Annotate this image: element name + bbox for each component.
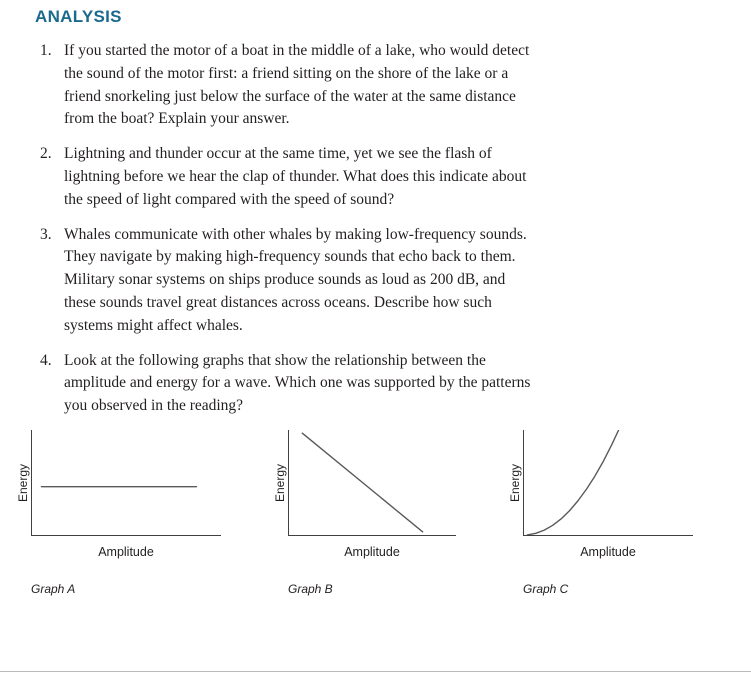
figure-graph-a: [14, 430, 221, 596]
question-item: [40, 224, 532, 338]
question-number: 4.: [40, 351, 52, 369]
page-title: ANALYSIS: [35, 7, 122, 26]
y-axis-label: Energy: [507, 463, 522, 502]
question-number: 3.: [40, 225, 52, 243]
plot-area: [288, 430, 456, 536]
question-text: Look at the following graphs that show the relationship between the amplitude and energy for a wave. Which one was supported by the patterns you observed in the reading?: [64, 351, 531, 415]
plot-area: [31, 430, 221, 536]
analysis-page: [0, 7, 751, 681]
line-chart-graph-c: [524, 430, 693, 535]
x-axis-label: Amplitude: [580, 544, 636, 559]
plot-area: [523, 430, 693, 536]
graphs-row: [14, 430, 751, 596]
question-text: Lightning and thunder occur at the same time, yet we see the flash of lightning before we hear the clap of thunder. What does this indicate about the speed of light compared with the speed of sound?: [64, 145, 527, 208]
figure-graph-b: [271, 430, 456, 596]
x-axis-label: Amplitude: [98, 544, 154, 559]
y-axis-label: Energy: [15, 463, 30, 502]
question-item: [40, 143, 532, 211]
graph-caption: Graph B: [288, 581, 333, 596]
question-item: [40, 350, 532, 418]
x-axis-label: Amplitude: [344, 544, 400, 559]
question-text: If you started the motor of a boat in the middle of a lake, who would detect the sound of the motor first: a friend sitting on the shore of the lake or a friend snorkeling just below the surface of the water at the same distance from the boat? Explain your answer.: [64, 42, 530, 128]
graph-caption: Graph C: [523, 581, 569, 596]
graph-caption: Graph A: [31, 581, 76, 596]
y-axis-label: Energy: [272, 463, 287, 502]
question-list: [40, 40, 532, 418]
figure-graph-c: [506, 430, 693, 596]
question-number: 1.: [40, 42, 52, 59]
question-number: 2.: [40, 145, 52, 163]
question-item: [40, 40, 532, 131]
line-chart-graph-a: [32, 430, 221, 535]
line-chart-graph-b: [289, 430, 456, 535]
question-text: Whales communicate with other whales by making low-frequency sounds. They navigate by making high-frequency sounds that echo back to them. Military sonar systems on ships produce sounds as loud as 200 dB, and these sounds travel great distances across oceans. Describe how such systems might affect whales.: [64, 225, 527, 334]
bottom-rule-divider: [0, 671, 751, 672]
